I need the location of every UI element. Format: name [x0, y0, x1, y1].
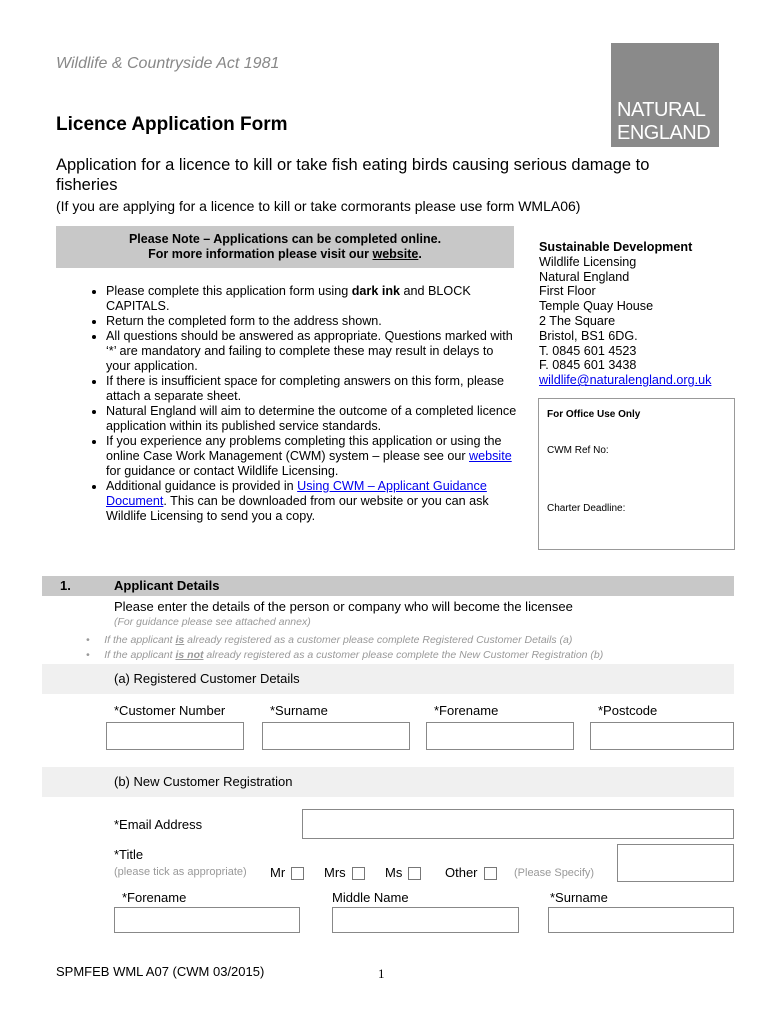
t: Other [445, 865, 478, 880]
address-line: Sustainable Development [539, 240, 693, 254]
other-title-input[interactable] [617, 844, 734, 882]
forename-input[interactable] [114, 907, 300, 933]
office-title: For Office Use Only [547, 409, 641, 420]
label: *Surname [270, 703, 328, 718]
address-line: F. 0845 601 3438 [539, 358, 637, 373]
label: *Surname [550, 890, 608, 905]
registered-customer-band [42, 664, 734, 694]
address-line: 2 The Square [539, 313, 616, 328]
list-item [106, 434, 520, 479]
website-link[interactable]: website [469, 449, 512, 463]
address-line: First Floor [539, 284, 596, 299]
surname-input[interactable] [262, 722, 410, 750]
title-other[interactable] [445, 865, 497, 880]
email-input[interactable] [302, 809, 734, 839]
list-item: • Return the completed form to the address shown. [106, 314, 520, 329]
logo-line1: NATURAL [617, 99, 706, 121]
t: Mrs [324, 865, 346, 880]
section-number: 1. [60, 578, 71, 593]
t: If the applicant [104, 649, 176, 661]
charter-deadline-label: Charter Deadline: [547, 503, 626, 514]
t: dark ink [351, 284, 401, 298]
address-line: Bristol, BS1 6DG. [539, 328, 638, 343]
new-customer-band [42, 767, 734, 797]
guidance-document-link[interactable]: Using CWM – Applicant Guidance Document [106, 479, 487, 508]
section-intro: Please enter the details of the person or company who will become the licensee [114, 599, 573, 614]
mr-checkbox[interactable] [291, 867, 304, 880]
label: Middle Name [332, 890, 409, 905]
address-line: T. 0845 601 4523 [539, 343, 637, 358]
t: and BLOCK CAPITALS. [106, 284, 471, 313]
note-text: For more information please visit our [148, 247, 373, 261]
title-ms[interactable] [385, 865, 421, 880]
list-item [106, 284, 520, 314]
form-code: SPMFEB WML A07 (CWM 03/2015) [56, 964, 265, 979]
label: *Customer Number [114, 703, 226, 718]
office-use-box [538, 398, 735, 550]
t: is [175, 634, 185, 646]
t: Mr [270, 865, 286, 880]
note-line1: Please Note – Applications can be completed online. [128, 232, 442, 246]
website-link[interactable]: website [372, 247, 419, 261]
email-link[interactable]: wildlife@naturalengland.org.uk [539, 373, 712, 388]
t: Additional guidance is provided in [106, 479, 298, 493]
page-number: 1 [378, 966, 385, 981]
act-title: Wildlife & Countryside Act 1981 [56, 55, 280, 72]
ms-checkbox[interactable] [408, 867, 421, 880]
list-item: • All questions should be answered as appropriate. Questions marked with ‘*’ are mandatory and failing to complete these may result in delays to your application. [106, 329, 520, 374]
t: for guidance or contact Wildlife Licensing. [106, 464, 339, 478]
instructions-list [60, 284, 520, 524]
specify-hint: (Please Specify) [514, 867, 595, 879]
note-text: . [418, 247, 422, 261]
t: already registered as a customer please complete Registered Customer Details (a) [184, 634, 573, 646]
subsection-title: (a) Registered Customer Details [114, 671, 300, 686]
note-line2 [56, 247, 514, 262]
middle-name-input[interactable] [332, 907, 519, 933]
t: already registered as a customer please complete the New Customer Registration (b) [203, 649, 604, 661]
subsection-title: (b) New Customer Registration [114, 774, 293, 789]
forename-input[interactable] [426, 722, 574, 750]
t: If the applicant [104, 634, 176, 646]
online-note [56, 226, 514, 268]
t: is not [175, 649, 204, 661]
t: . This can be downloaded from our website or you can ask Wildlife Licensing to send you a copy. [106, 494, 489, 523]
guidance-item: • If the applicant is not already registered as a customer please complete the New Customer Registration (b) [86, 649, 604, 661]
t: Ms [385, 865, 403, 880]
list-item [106, 479, 520, 524]
label: *Email Address [114, 817, 203, 832]
subtitle: Application for a licence to kill or take fish eating birds causing serious damage to fisheries [56, 156, 650, 194]
surname-input[interactable] [548, 907, 734, 933]
list-item: • If there is insufficient space for completing answers on this form, please attach a separate sheet. [106, 374, 520, 404]
title-mrs[interactable] [324, 865, 365, 880]
label: *Postcode [598, 703, 658, 718]
title-mr[interactable] [270, 865, 304, 880]
logo-line2: ENGLAND [617, 122, 711, 144]
customer-number-input[interactable] [106, 722, 244, 750]
cwm-ref-label: CWM Ref No: [547, 445, 609, 456]
mrs-checkbox[interactable] [352, 867, 365, 880]
address-block [539, 240, 711, 388]
subnote: (If you are applying for a licence to kill or take cormorants please use form WMLA06) [56, 198, 581, 214]
address-line: Natural England [539, 269, 630, 284]
t: If you experience any problems completing this application or using the online Case Work Management (CWM) system – please see our [106, 434, 502, 463]
other-checkbox[interactable] [484, 867, 497, 880]
list-item: • Natural England will aim to determine the outcome of a completed licence application within its published service standards. [106, 404, 520, 434]
section-title: Applicant Details [114, 578, 220, 593]
address-line: Temple Quay House [539, 299, 654, 314]
page-title: Licence Application Form [56, 114, 288, 135]
postcode-input[interactable] [590, 722, 734, 750]
guidance-note: (For guidance please see attached annex) [114, 616, 311, 628]
label: *Forename [434, 703, 499, 718]
t: Please complete this application form using [106, 284, 352, 298]
tick-hint: (please tick as appropriate) [114, 866, 247, 878]
natural-england-logo [611, 43, 719, 147]
guidance-item: • If the applicant is already registered as a customer please complete Registered Customer Details (a) [86, 634, 573, 646]
address-line: Wildlife Licensing [539, 254, 637, 269]
label: *Title [114, 847, 144, 862]
label: *Forename [122, 890, 187, 905]
section-header [42, 576, 734, 596]
